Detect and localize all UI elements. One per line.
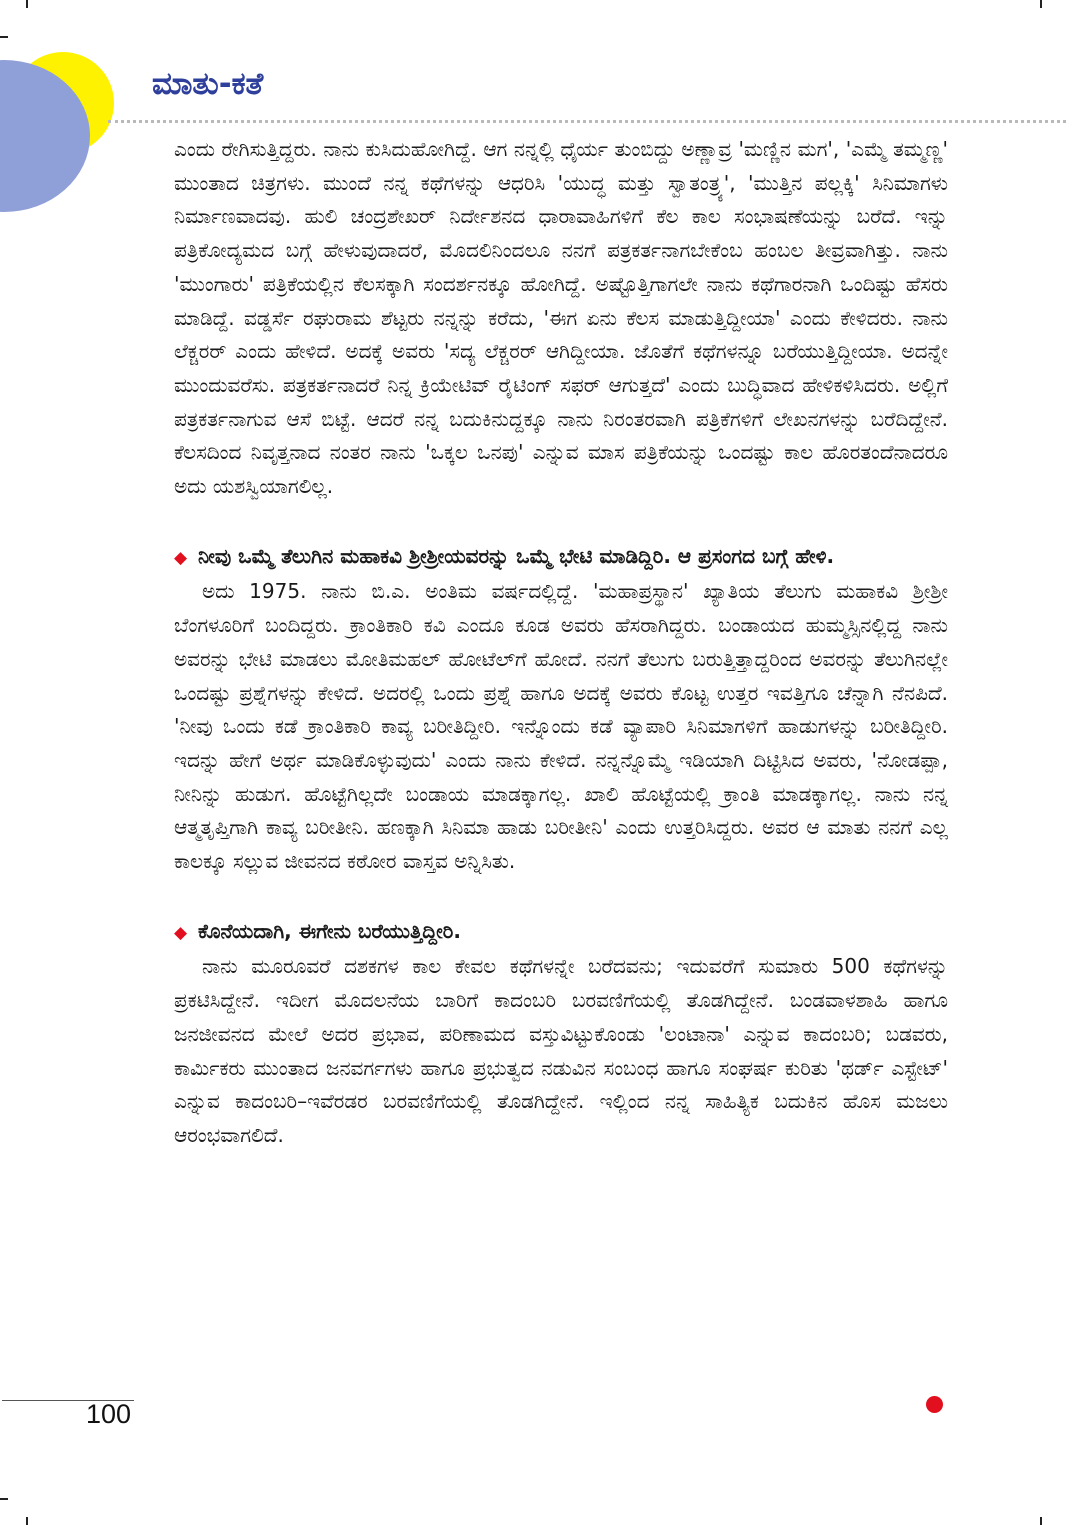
question-text: ನೀವು ಒಮ್ಮೆ ತೆಲುಗಿನ ಮಹಾಕವಿ ಶ್ರೀಶ್ರೀಯವರನ್ನು ಒಮ್ಮೆ ಭೇಟಿ ಮಾಡಿದ್ದಿರಿ. ಆ ಪ್ರಸಂಗದ ಬಗ್ಗೆ ಹೇಳಿ. [198, 543, 835, 568]
crop-mark-bottom-right [1040, 1517, 1042, 1525]
question-text: ಕೊನೆಯದಾಗಿ, ಈಗೇನು ಬರೆಯುತ್ತಿದ್ದೀರಿ. [198, 918, 461, 943]
crop-mark-top-right [1040, 0, 1042, 8]
red-dot-icon [926, 1396, 943, 1413]
red-diamond-icon: ◆ [174, 922, 188, 943]
page-number: 100 [86, 1399, 132, 1429]
intro-paragraph: ಎಂದು ರೇಗಿಸುತ್ತಿದ್ದರು. ನಾನು ಕುಸಿದುಹೋಗಿದ್ದೆ. ಆಗ ನನ್ನಲ್ಲಿ ಧೈರ್ಯ ತುಂಬಿದ್ದು ಅಣ್ಣಾವ್ರ 'ಮಣ್ಣಿನ ಮಗ', 'ಎಮ್ಮೆ ತಮ್ಮಣ್ಣ' ಮುಂತಾದ ಚಿತ್ರಗಳು. ಮುಂದೆ ನನ್ನ ಕಥೆಗಳನ್ನು ಆಧರಿಸಿ 'ಯುದ್ಧ ಮತ್ತು ಸ್ವಾತಂತ್ರ್ಯ', 'ಮುತ್ತಿನ ಪಲ್ಲಕ್ಕಿ' ಸಿನಿಮಾಗಳು ನಿರ್ಮಾಣವಾದವು. ಹುಲಿ ಚಂದ್ರಶೇಖರ್ ನಿರ್ದೇಶನದ ಧಾರಾವಾಹಿಗಳಿಗೆ ಕೆಲ ಕಾಲ ಸಂಭಾಷಣೆಯನ್ನು ಬರೆದೆ. ಇನ್ನು ಪತ್ರಿಕೋದ್ಯಮದ ಬಗ್ಗೆ ಹೇಳುವುದಾದರೆ, ಮೊದಲಿನಿಂದಲೂ ನನಗೆ ಪತ್ರಕರ್ತನಾಗಬೇಕೆಂಬ ಹಂಬಲ ತೀವ್ರವಾಗಿತ್ತು. ನಾನು 'ಮುಂಗಾರು' ಪತ್ರಿಕೆಯಲ್ಲಿನ ಕೆಲಸಕ್ಕಾಗಿ ಸಂದರ್ಶನಕ್ಕೂ ಹೋಗಿದ್ದೆ. ಅಷ್ಟೊತ್ತಿಗಾಗಲೇ ನಾನು ಕಥೆಗಾರನಾಗಿ ಒಂದಿಷ್ಟು ಹೆಸರು ಮಾಡಿದ್ದೆ. ವಡ್ಡರ್ಸೆ ರಘುರಾಮ ಶೆಟ್ಟರು ನನ್ನನ್ನು ಕರೆದು, 'ಈಗ ಏನು ಕೆಲಸ ಮಾಡುತ್ತಿದ್ದೀಯಾ' ಎಂದು ಕೇಳಿದರು. ನಾನು ಲೆಕ್ಚರರ್ ಎಂದು ಹೇಳಿದೆ. ಅದಕ್ಕೆ ಅವರು 'ಸದ್ಯ ಲೆಕ್ಚರರ್ ಆಗಿದ್ದೀಯಾ. ಜೊತೆಗೆ ಕಥೆಗಳನ್ನೂ ಬರೆಯುತ್ತಿದ್ದೀಯಾ. ಅದನ್ನೇ ಮುಂದುವರೆಸು. ಪತ್ರಕರ್ತನಾದರೆ ನಿನ್ನ ಕ್ರಿಯೇಟಿವ್ ರೈಟಿಂಗ್ ಸಫರ್ ಆಗುತ್ತದೆ' ಎಂದು ಬುದ್ಧಿವಾದ ಹೇಳಿಕಳಿಸಿದರು. ಅಲ್ಲಿಗೆ ಪತ್ರಕರ್ತನಾಗುವ ಆಸೆ ಬಿಟ್ಟೆ. ಆದರೆ ನನ್ನ ಬದುಕಿನುದ್ದಕ್ಕೂ ನಾನು ನಿರಂತರವಾಗಿ ಪತ್ರಿಕೆಗಳಿಗೆ ಲೇಖನಗಳನ್ನು ಬರೆದಿದ್ದೇನೆ. ಕೆಲಸದಿಂದ ನಿವೃತ್ತನಾದ ನಂತರ ನಾನು 'ಒಕ್ಕಲ ಒನಪು' ಎನ್ನುವ ಮಾಸ ಪತ್ರಿಕೆಯನ್ನು ಒಂದಷ್ಟು ಕಾಲ ಹೊರತಂದೆನಾದರೂ ಅದು ಯಶಸ್ವಿಯಾಗಲಿಲ್ಲ. [174, 137, 948, 499]
crop-mark-bottom-left [26, 1517, 28, 1525]
interview-question-1 [174, 540, 948, 576]
article-body [174, 133, 948, 1153]
section-title: ಮಾತು-ಕತೆ [152, 66, 264, 102]
header-dotted-rule [108, 120, 1066, 123]
interview-question-2 [174, 915, 948, 951]
interview-answer-1: ಅದು 1975. ನಾನು ಬಿ.ಎ. ಅಂತಿಮ ವರ್ಷದಲ್ಲಿದ್ದೆ. 'ಮಹಾಪ್ರಸ್ಥಾನ' ಖ್ಯಾತಿಯ ತೆಲುಗು ಮಹಾಕವಿ ಶ್ರೀಶ್ರೀ ಬೆಂಗಳೂರಿಗೆ ಬಂದಿದ್ದರು. ಕ್ರಾಂತಿಕಾರಿ ಕವಿ ಎಂದೂ ಕೂಡ ಅವರು ಹೆಸರಾಗಿದ್ದರು. ಬಂಡಾಯದ ಹುಮ್ಮಸ್ಸಿನಲ್ಲಿದ್ದ ನಾನು ಅವರನ್ನು ಭೇಟಿ ಮಾಡಲು ಮೋತಿಮಹಲ್ ಹೋಟೆಲ್‌ಗೆ ಹೋದೆ. ನನಗೆ ತೆಲುಗು ಬರುತ್ತಿತ್ತಾದ್ದರಿಂದ ಅವರನ್ನು ತೆಲುಗಿನಲ್ಲೇ ಒಂದಷ್ಟು ಪ್ರಶ್ನೆಗಳನ್ನು ಕೇಳಿದೆ. ಅದರಲ್ಲಿ ಒಂದು ಪ್ರಶ್ನೆ ಹಾಗೂ ಅದಕ್ಕೆ ಅವರು ಕೊಟ್ಟ ಉತ್ತರ ಇವತ್ತಿಗೂ ಚೆನ್ನಾಗಿ ನೆನಪಿದೆ. 'ನೀವು ಒಂದು ಕಡೆ ಕ್ರಾಂತಿಕಾರಿ ಕಾವ್ಯ ಬರೀತಿದ್ದೀರಿ. ಇನ್ನೊಂದು ಕಡೆ ವ್ಯಾಪಾರಿ ಸಿನಿಮಾಗಳಿಗೆ ಹಾಡುಗಳನ್ನು ಬರೀತಿದ್ದೀರಿ. ಇದನ್ನು ಹೇಗೆ ಅರ್ಥ ಮಾಡಿಕೊಳ್ಳುವುದು' ಎಂದು ನಾನು ಕೇಳಿದೆ. ನನ್ನನ್ನೊಮ್ಮೆ ಇಡಿಯಾಗಿ ದಿಟ್ಟಿಸಿದ ಅವರು, 'ನೋಡಪ್ಪಾ, ನೀನಿನ್ನು ಹುಡುಗ. ಹೊಟ್ಟೆಗಿಲ್ಲದೇ ಬಂಡಾಯ ಮಾಡಕ್ಕಾಗಲ್ಲ. ಖಾಲಿ ಹೊಟ್ಟೆಯಲ್ಲಿ ಕ್ರಾಂತಿ ಮಾಡಕ್ಕಾಗಲ್ಲ. ನಾನು ನನ್ನ ಆತ್ಮತೃಪ್ತಿಗಾಗಿ ಕಾವ್ಯ ಬರೀತೀನಿ. ಹಣಕ್ಕಾಗಿ ಸಿನಿಮಾ ಹಾಡು ಬರೀತೀನಿ' ಎಂದು ಉತ್ತರಿಸಿದ್ದರು. ಅವರ ಆ ಮಾತು ನನಗೆ ಎಲ್ಲ ಕಾಲಕ್ಕೂ ಸಲ್ಲುವ ಜೀವನದ ಕಠೋರ ವಾಸ್ತವ ಅನ್ನಿಸಿತು. [174, 579, 948, 874]
red-diamond-icon: ◆ [174, 547, 188, 568]
crop-mark-top-left [26, 0, 28, 8]
crop-mark-left-upper [0, 36, 8, 38]
interview-answer-2: ನಾನು ಮೂರೂವರೆ ದಶಕಗಳ ಕಾಲ ಕೇವಲ ಕಥೆಗಳನ್ನೇ ಬರೆದವನು; ಇದುವರೆಗೆ ಸುಮಾರು 500 ಕಥೆಗಳನ್ನು ಪ್ರಕಟಿಸಿದ್ದೇನೆ. ಇದೀಗ ಮೊದಲನೆಯ ಬಾರಿಗೆ ಕಾದಂಬರಿ ಬರವಣಿಗೆಯಲ್ಲಿ ತೊಡಗಿದ್ದೇನೆ. ಬಂಡವಾಳಶಾಹಿ ಹಾಗೂ ಜನಜೀವನದ ಮೇಲೆ ಅದರ ಪ್ರಭಾವ, ಪರಿಣಾಮದ ವಸ್ತುವಿಟ್ಟುಕೊಂಡು 'ಲಂಟಾನಾ' ಎನ್ನುವ ಕಾದಂಬರಿ; ಬಡವರು, ಕಾರ್ಮಿಕರು ಮುಂತಾದ ಜನವರ್ಗಗಳು ಹಾಗೂ ಪ್ರಭುತ್ವದ ನಡುವಿನ ಸಂಬಂಧ ಹಾಗೂ ಸಂಘರ್ಷ ಕುರಿತು 'ಥರ್ಡ್ ಎಸ್ಟೇಟ್' ಎನ್ನುವ ಕಾದಂಬರಿ–ಇವೆರಡರ ಬರವಣಿಗೆಯಲ್ಲಿ ತೊಡಗಿದ್ದೇನೆ. ಇಲ್ಲಿಂದ ನನ್ನ ಸಾಹಿತ್ಯಿಕ ಬದುಕಿನ ಹೊಸ ಮಜಲು ಆರಂಭವಾಗಲಿದೆ. [174, 954, 948, 1147]
crop-mark-left-lower [0, 1498, 8, 1500]
